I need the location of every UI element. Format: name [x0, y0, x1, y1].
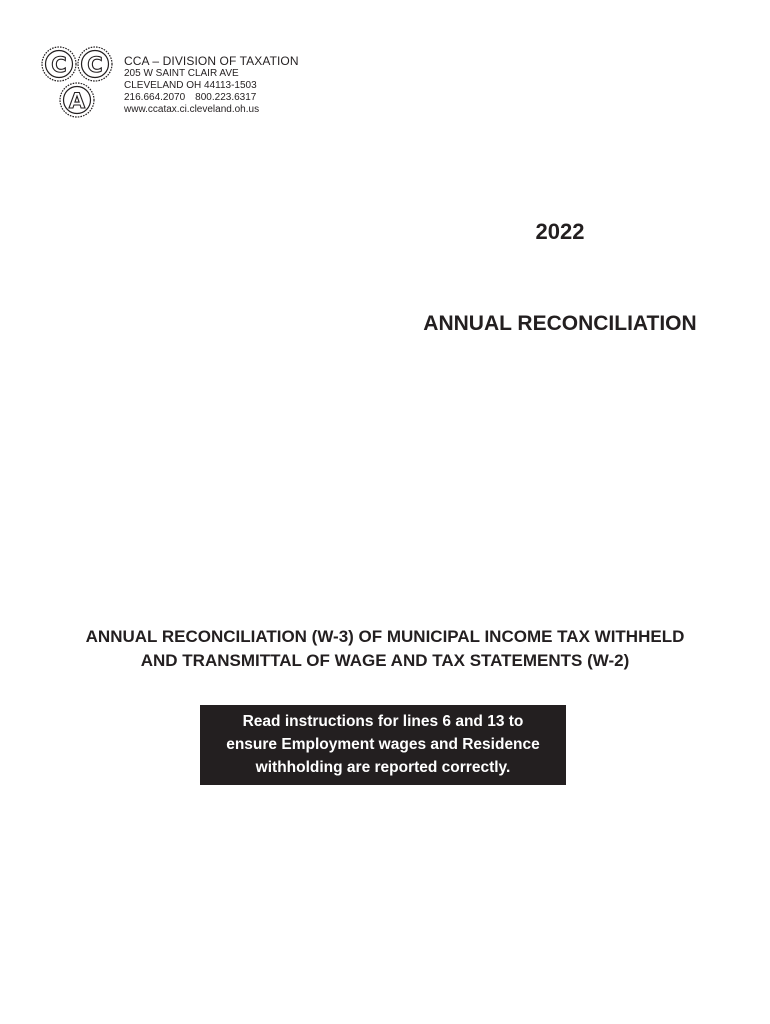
cca-logo: [40, 44, 116, 124]
agency-address-block: [124, 54, 424, 116]
phone-local: 216.664.2070: [124, 92, 186, 103]
notice-line-3: withholding are reported correctly.: [255, 759, 511, 776]
notice-line-2: ensure Employment wages and Residence: [226, 736, 540, 753]
website-url: www.ccatax.ci.cleveland.oh.us: [124, 104, 260, 115]
document-subtitle: [20, 625, 750, 673]
subtitle-line-2: AND TRANSMITTAL OF WAGE AND TAX STATEMENTS (W-2): [140, 651, 630, 670]
phone-numbers: [124, 92, 424, 104]
instructions-notice-box: [200, 705, 566, 785]
notice-line-1: Read instructions for lines 6 and 13 to: [242, 713, 524, 730]
street-address: 205 W SAINT CLAIR AVE: [124, 68, 239, 79]
subtitle-line-1: ANNUAL RECONCILIATION (W-3) OF MUNICIPAL INCOME TAX WITHHELD: [85, 627, 685, 646]
logo-letter-c1: C: [51, 53, 67, 77]
city-state-zip: CLEVELAND OH 44113-1503: [124, 80, 257, 91]
logo-letter-a: A: [68, 89, 86, 113]
document-title: ANNUAL RECONCILIATION: [423, 312, 697, 335]
tax-year: 2022: [535, 219, 585, 244]
logo-letter-c2: C: [87, 53, 103, 77]
phone-tollfree: 800.223.6317: [195, 92, 257, 103]
agency-name: CCA – DIVISION OF TAXATION: [124, 54, 299, 68]
